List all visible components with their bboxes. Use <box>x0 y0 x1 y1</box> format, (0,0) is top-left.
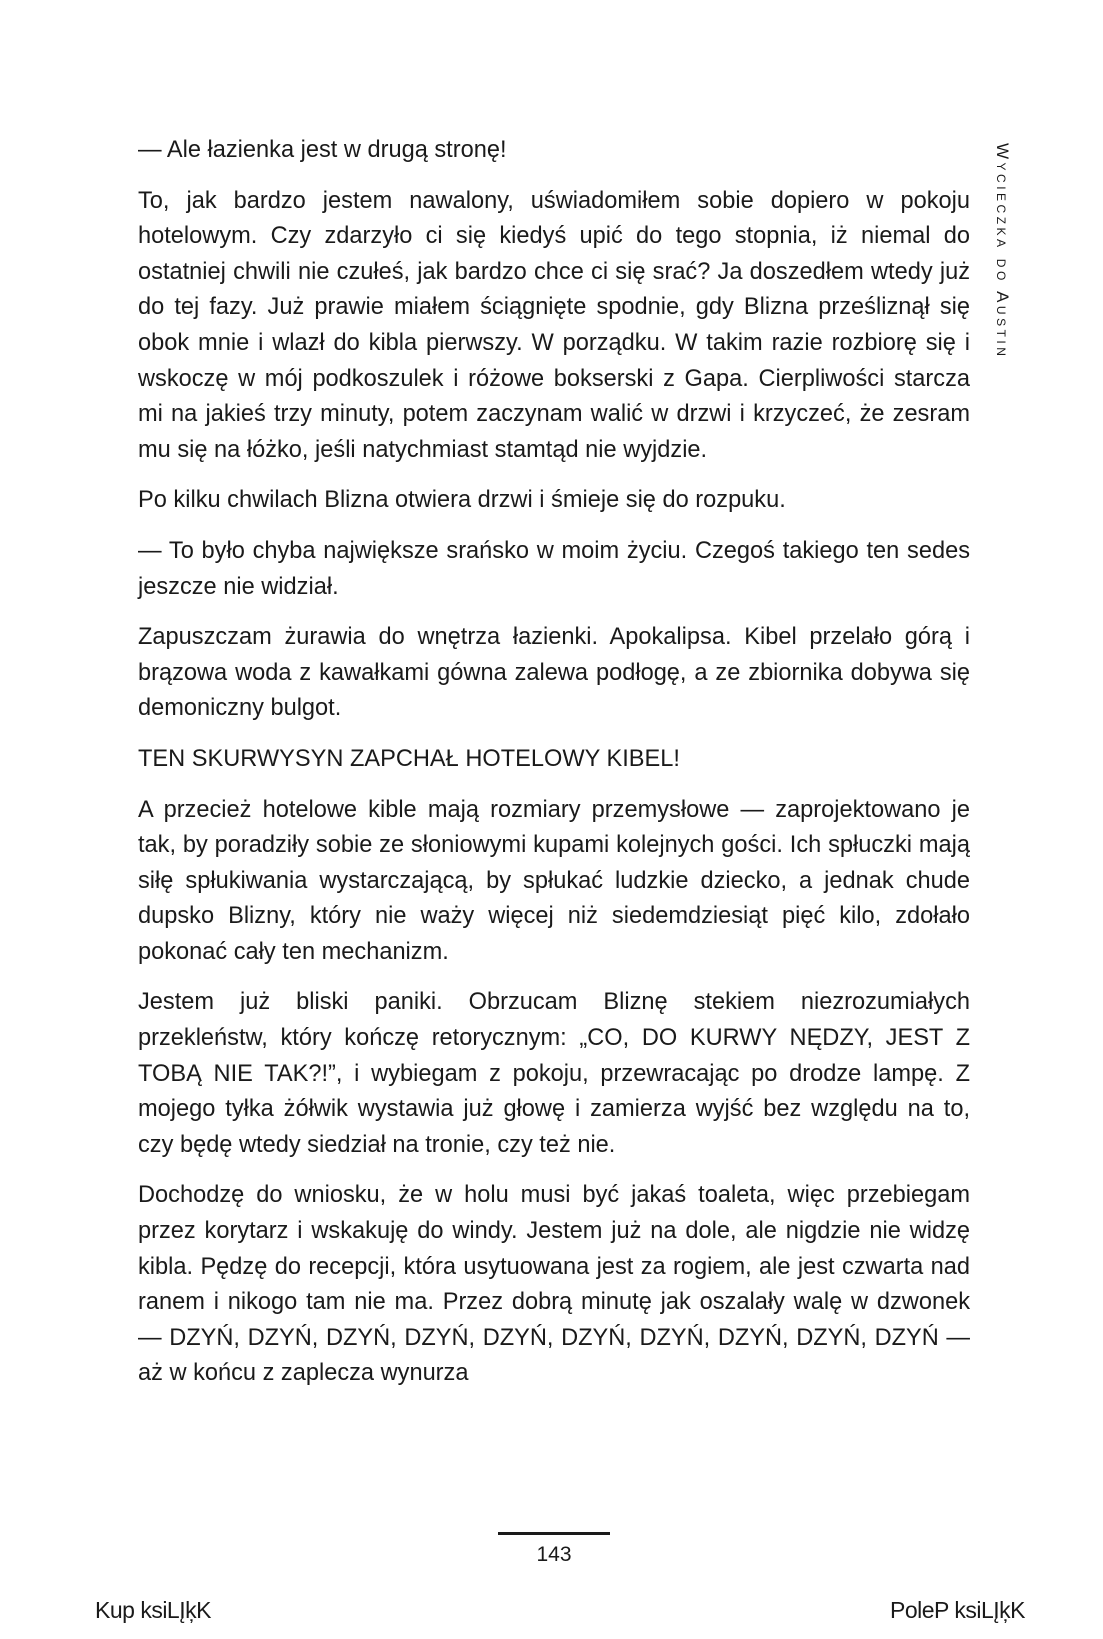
paragraph: To, jak bardzo jestem nawalony, uświadomiłem sobie dopiero w pokoju hotelowym. Czy zdarzyło ci się kiedyś upić do tego stopnia, iż niemal do ostatniej chwili nie czułeś, jak bardzo chce ci się srać? Ja doszedłem wtedy już do tej fazy. Już prawie miałem ściągnięte spodnie, gdy Blizna prześliznął się obok mnie i wlazł do kibla pierwszy. W porządku. W takim razie rozbiorę się i wskoczę w mój podkoszulek i różowe bokserski z Gapa. Cierpliwości starcza mi na jakieś trzy minuty, potem zaczynam walić w drzwi i krzyczeć, że zesram mu się na łóżko, jeśli natychmiast stamtąd nie wyjdzie. <box>138 187 970 463</box>
buy-book-link[interactable]: Kup ksiLĮķK <box>95 1597 211 1623</box>
page-number-rule <box>498 1532 610 1535</box>
paragraph: Dochodzę do wniosku, że w holu musi być jakaś toaleta, więc przebiegam przez korytarz i wskakuję do windy. Jestem już na dole, ale nigdzie nie widzę kibla. Pędzę do recepcji, która usytuowana jest za rogiem, ale jest czwarta nad ranem i nikogo tam nie ma. Przez dobrą minutę jak oszalały walę w dzwonek — DZYŃ, DZYŃ, DZYŃ, DZYŃ, DZYŃ, DZYŃ, DZYŃ, DZYŃ, DZYŃ, DZYŃ — aż w końcu z zaplecza wynurza <box>138 1182 970 1387</box>
page-number: 143 <box>536 1543 572 1566</box>
running-head: Wycieczka do Austin <box>993 143 1012 360</box>
paragraph: Po kilku chwilach Blizna otwiera drzwi i śmieje się do rozpuku. <box>138 487 786 514</box>
paragraph: A przecież hotelowe kible mają rozmiary przemysłowe — zaprojektowano je tak, by poradziły sobie ze słoniowymi kupami kolejnych gości. Ich spłuczki mają siłę spłukiwania wystarczającą, by spłukać ludzkie dziecko, a jednak chude dupsko Blizny, który nie waży więcej niż siedemdziesiąt pięć kilo, zdołało pokonać cały ten mechanizm. <box>138 796 970 965</box>
body-text <box>138 133 970 1407</box>
paragraph: TEN SKURWYSYN ZAPCHAŁ HOTELOWY KIBEL! <box>138 745 680 772</box>
paragraph: Zapuszczam żurawia do wnętrza łazienki. Apokalipsa. Kibel przelało górą i brązowa woda z kawałkami gówna zalewa podłogę, a ze zbiornika dobywa się demoniczny bulgot. <box>138 624 970 722</box>
paragraph: — Ale łazienka jest w drugą stronę! <box>138 137 507 163</box>
paragraph: Jestem już bliski paniki. Obrzucam Bliznę stekiem niezrozumiałych przekleństw, który kończę retorycznym: „CO, DO KURWY NĘDZY, JEST Z TOBĄ NIE TAK?!”, i wybiegam z pokoju, przewracając po drodze lampę. Z mojego tyłka żółwik wystawia już głowę i zamierza wyjść bez względu na to, czy będę wtedy siedział na tronie, czy też nie. <box>138 989 970 1158</box>
paragraph: — To było chyba największe srańsko w moim życiu. Czegoś takiego ten sedes jeszcze nie widział. <box>138 537 970 600</box>
recommend-book-link[interactable]: PoleP ksiLĮķK <box>890 1597 1025 1623</box>
